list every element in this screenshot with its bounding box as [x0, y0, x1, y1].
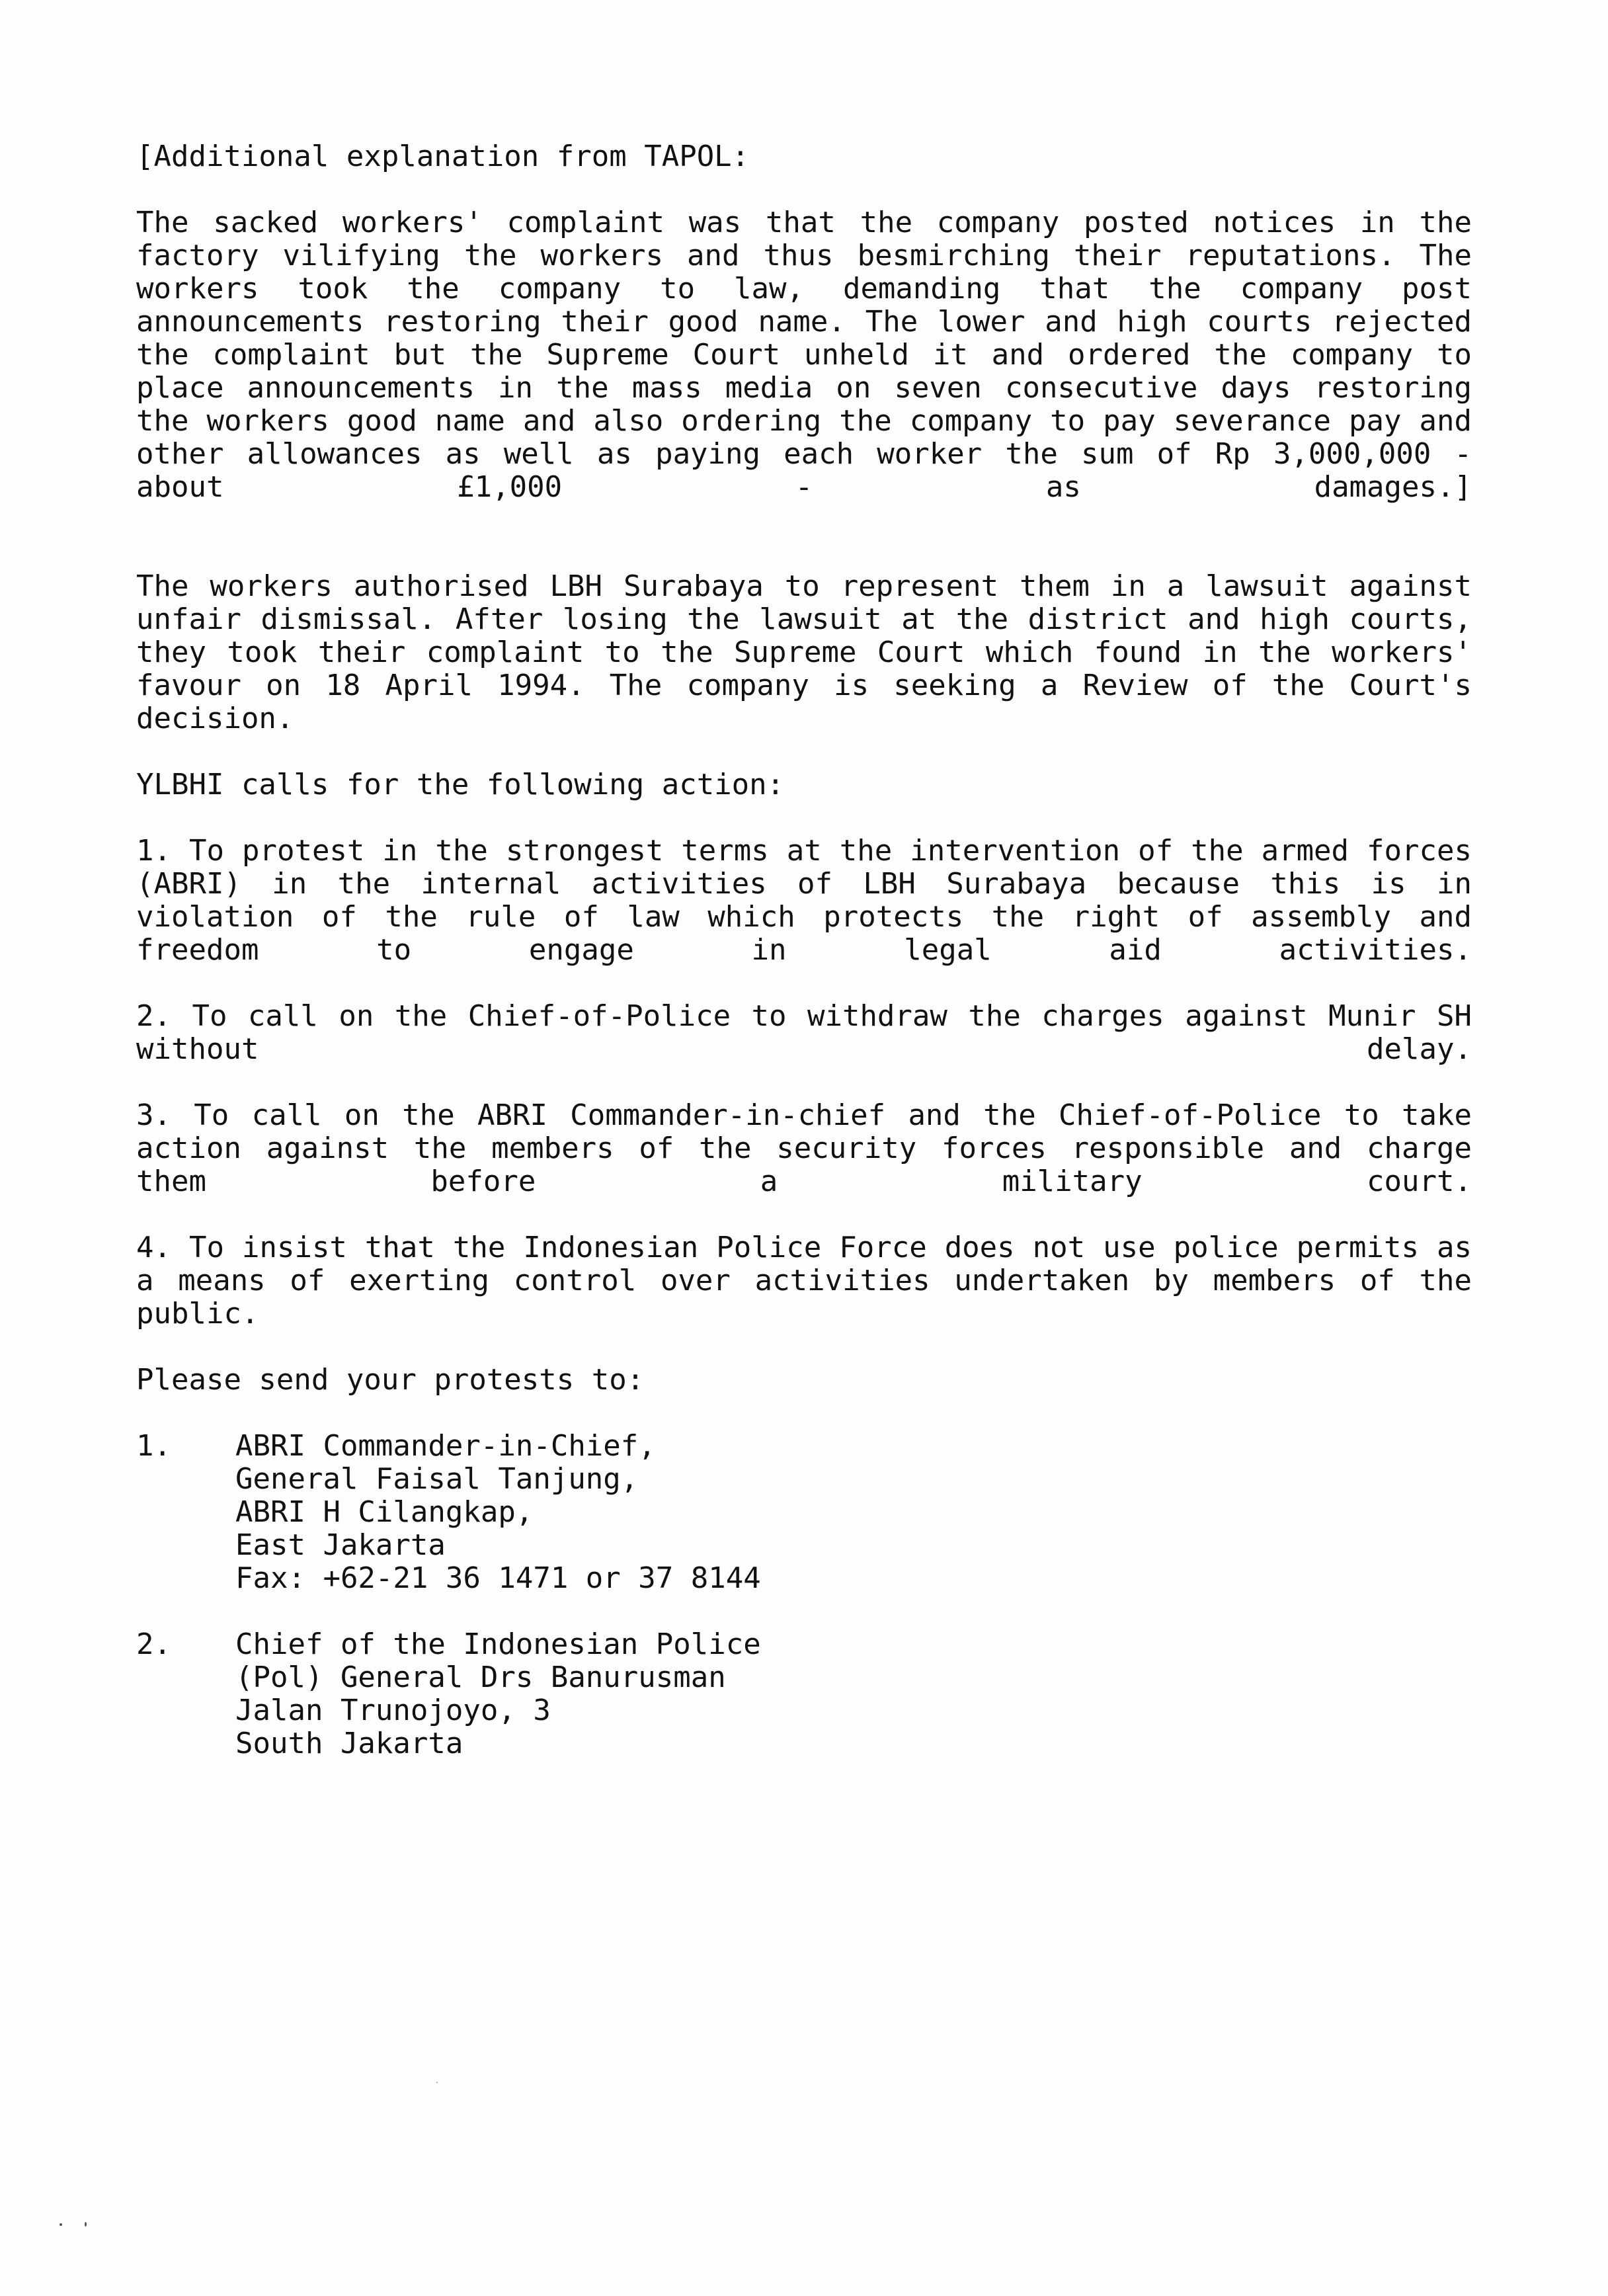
address-number: 2.	[136, 1627, 171, 1661]
address-line: ABRI Commander-in-Chief,	[235, 1429, 656, 1463]
address-line: Chief of the Indonesian Police	[235, 1627, 761, 1661]
scan-speck	[85, 2222, 87, 2227]
tapol-header: [Additional explanation from TAPOL:	[136, 140, 750, 173]
calls-intro: YLBHI calls for the following action:	[136, 768, 785, 801]
address-number: 1.	[136, 1429, 171, 1463]
action-item-3: 3. To call on the ABRI Commander-in-chief and the Chief-of-Police to take action against the members of the security forces responsible and charge them before a military court.	[136, 1098, 1472, 1198]
address-line: General Faisal Tanjung,	[235, 1462, 639, 1496]
scan-speck	[60, 2223, 62, 2226]
address-block-2	[136, 1628, 1472, 1767]
lawsuit-paragraph: The workers authorised LBH Surabaya to represent them in a lawsuit against unfair dismissal. After losing the lawsuit at the district and high courts, they took their complaint to the Supreme Court which found in the workers' favour on 18 April 1994. The company is seeking a Review of the Court's decision.	[136, 569, 1472, 735]
address-line: South Jakarta	[235, 1727, 463, 1760]
scan-speck	[436, 2082, 438, 2083]
fax-line: Fax: +62-21 36 1471 or 37 8144	[235, 1561, 761, 1595]
address-block-1	[136, 1430, 1472, 1602]
tapol-explanation-paragraph: The sacked workers' complaint was that the company posted notices in the factory vilifying the workers and thus besmirching their reputations. The workers took the company to law, demanding that the company post announcements restoring their good name. The lower and high courts rejected the complaint but the Supreme Court unheld it and ordered the company to place announcements in the mass media on seven consecutive days restoring the workers good name and also ordering the company to pay severance pay and other allowances as well as paying each worker the sum of Rp 3,000,000 - about £1,000 - as damages.]	[136, 206, 1472, 504]
address-line: (Pol) General Drs Banurusman	[235, 1660, 726, 1694]
action-item-2: 2. To call on the Chief-of-Police to withdraw the charges against Munir SH without delay.	[136, 999, 1472, 1066]
action-item-1: 1. To protest in the strongest terms at the intervention of the armed forces (ABRI) in the internal activities of LBH Surabaya because this is in violation of the rule of law which protects the right of assembly and freedom to engage in legal aid activities.	[136, 834, 1472, 967]
address-line: Jalan Trunojoyo, 3	[235, 1694, 551, 1727]
address-line: East Jakarta	[235, 1528, 446, 1562]
action-item-4: 4. To insist that the Indonesian Police Force does not use police permits as a means of exerting control over activities undertaken by members of the public.	[136, 1231, 1472, 1331]
protests-intro: Please send your protests to:	[136, 1363, 645, 1397]
address-line: ABRI H Cilangkap,	[235, 1495, 534, 1529]
